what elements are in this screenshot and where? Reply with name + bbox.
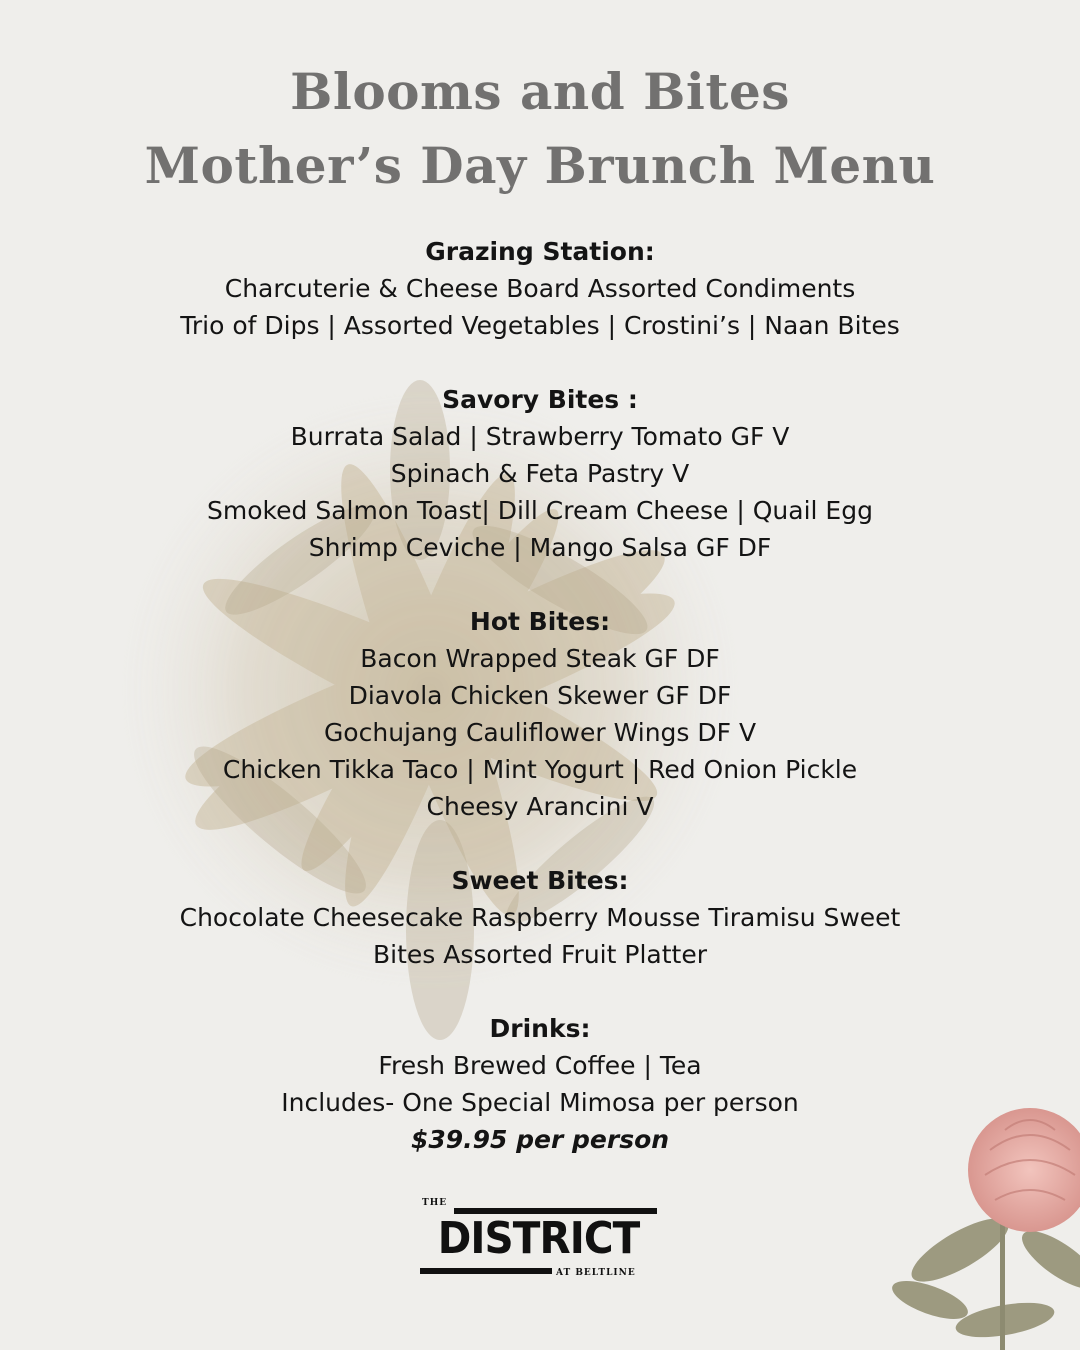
section-heading-grazing: Grazing Station: [425, 237, 655, 266]
district-logo [420, 1198, 660, 1286]
menu-item: Bacon Wrapped Steak GF DF [360, 644, 720, 673]
menu-item: Chocolate Cheesecake Raspberry Mousse Tiramisu Sweet [179, 903, 901, 932]
menu-subtitle: Mother’s Day Brunch Menu [144, 136, 936, 195]
price: $39.95 per person [410, 1125, 670, 1154]
menu-item: Chicken Tikka Taco | Mint Yogurt | Red Onion Pickle [222, 755, 858, 784]
menu-item: Fresh Brewed Coffee | Tea [378, 1051, 702, 1080]
section-heading-drinks: Drinks: [489, 1014, 591, 1043]
section-heading-savory: Savory Bites : [442, 385, 638, 414]
menu-item: Trio of Dips | Assorted Vegetables | Crostini’s | Naan Bites [180, 311, 900, 340]
section-heading-sweet: Sweet Bites: [451, 866, 629, 895]
menu-item: Bites Assorted Fruit Platter [373, 940, 707, 969]
logo-bottom-bar [420, 1268, 552, 1274]
menu-item: Shrimp Ceviche | Mango Salsa GF DF [308, 533, 772, 562]
menu-item: Smoked Salmon Toast| Dill Cream Cheese | Quail Egg [207, 496, 873, 525]
menu-item: Cheesy Arancini V [426, 792, 654, 821]
section-heading-hot: Hot Bites: [469, 607, 611, 636]
menu-item: Spinach & Feta Pastry V [390, 459, 690, 488]
menu-item: Gochujang Cauliflower Wings DF V [323, 718, 757, 747]
menu-item: Burrata Salad | Strawberry Tomato GF V [290, 422, 790, 451]
menu-item: Charcuterie & Cheese Board Assorted Condiments [224, 274, 856, 303]
logo-top-text: THE [422, 1198, 448, 1208]
logo-main-text: DISTRICT [437, 1213, 640, 1264]
menu-item: Includes- One Special Mimosa per person [281, 1088, 799, 1117]
menu-item: Diavola Chicken Skewer GF DF [348, 681, 732, 710]
menu-title: Blooms and Bites [290, 62, 790, 121]
logo-bottom-text: AT BELTLINE [556, 1268, 636, 1278]
